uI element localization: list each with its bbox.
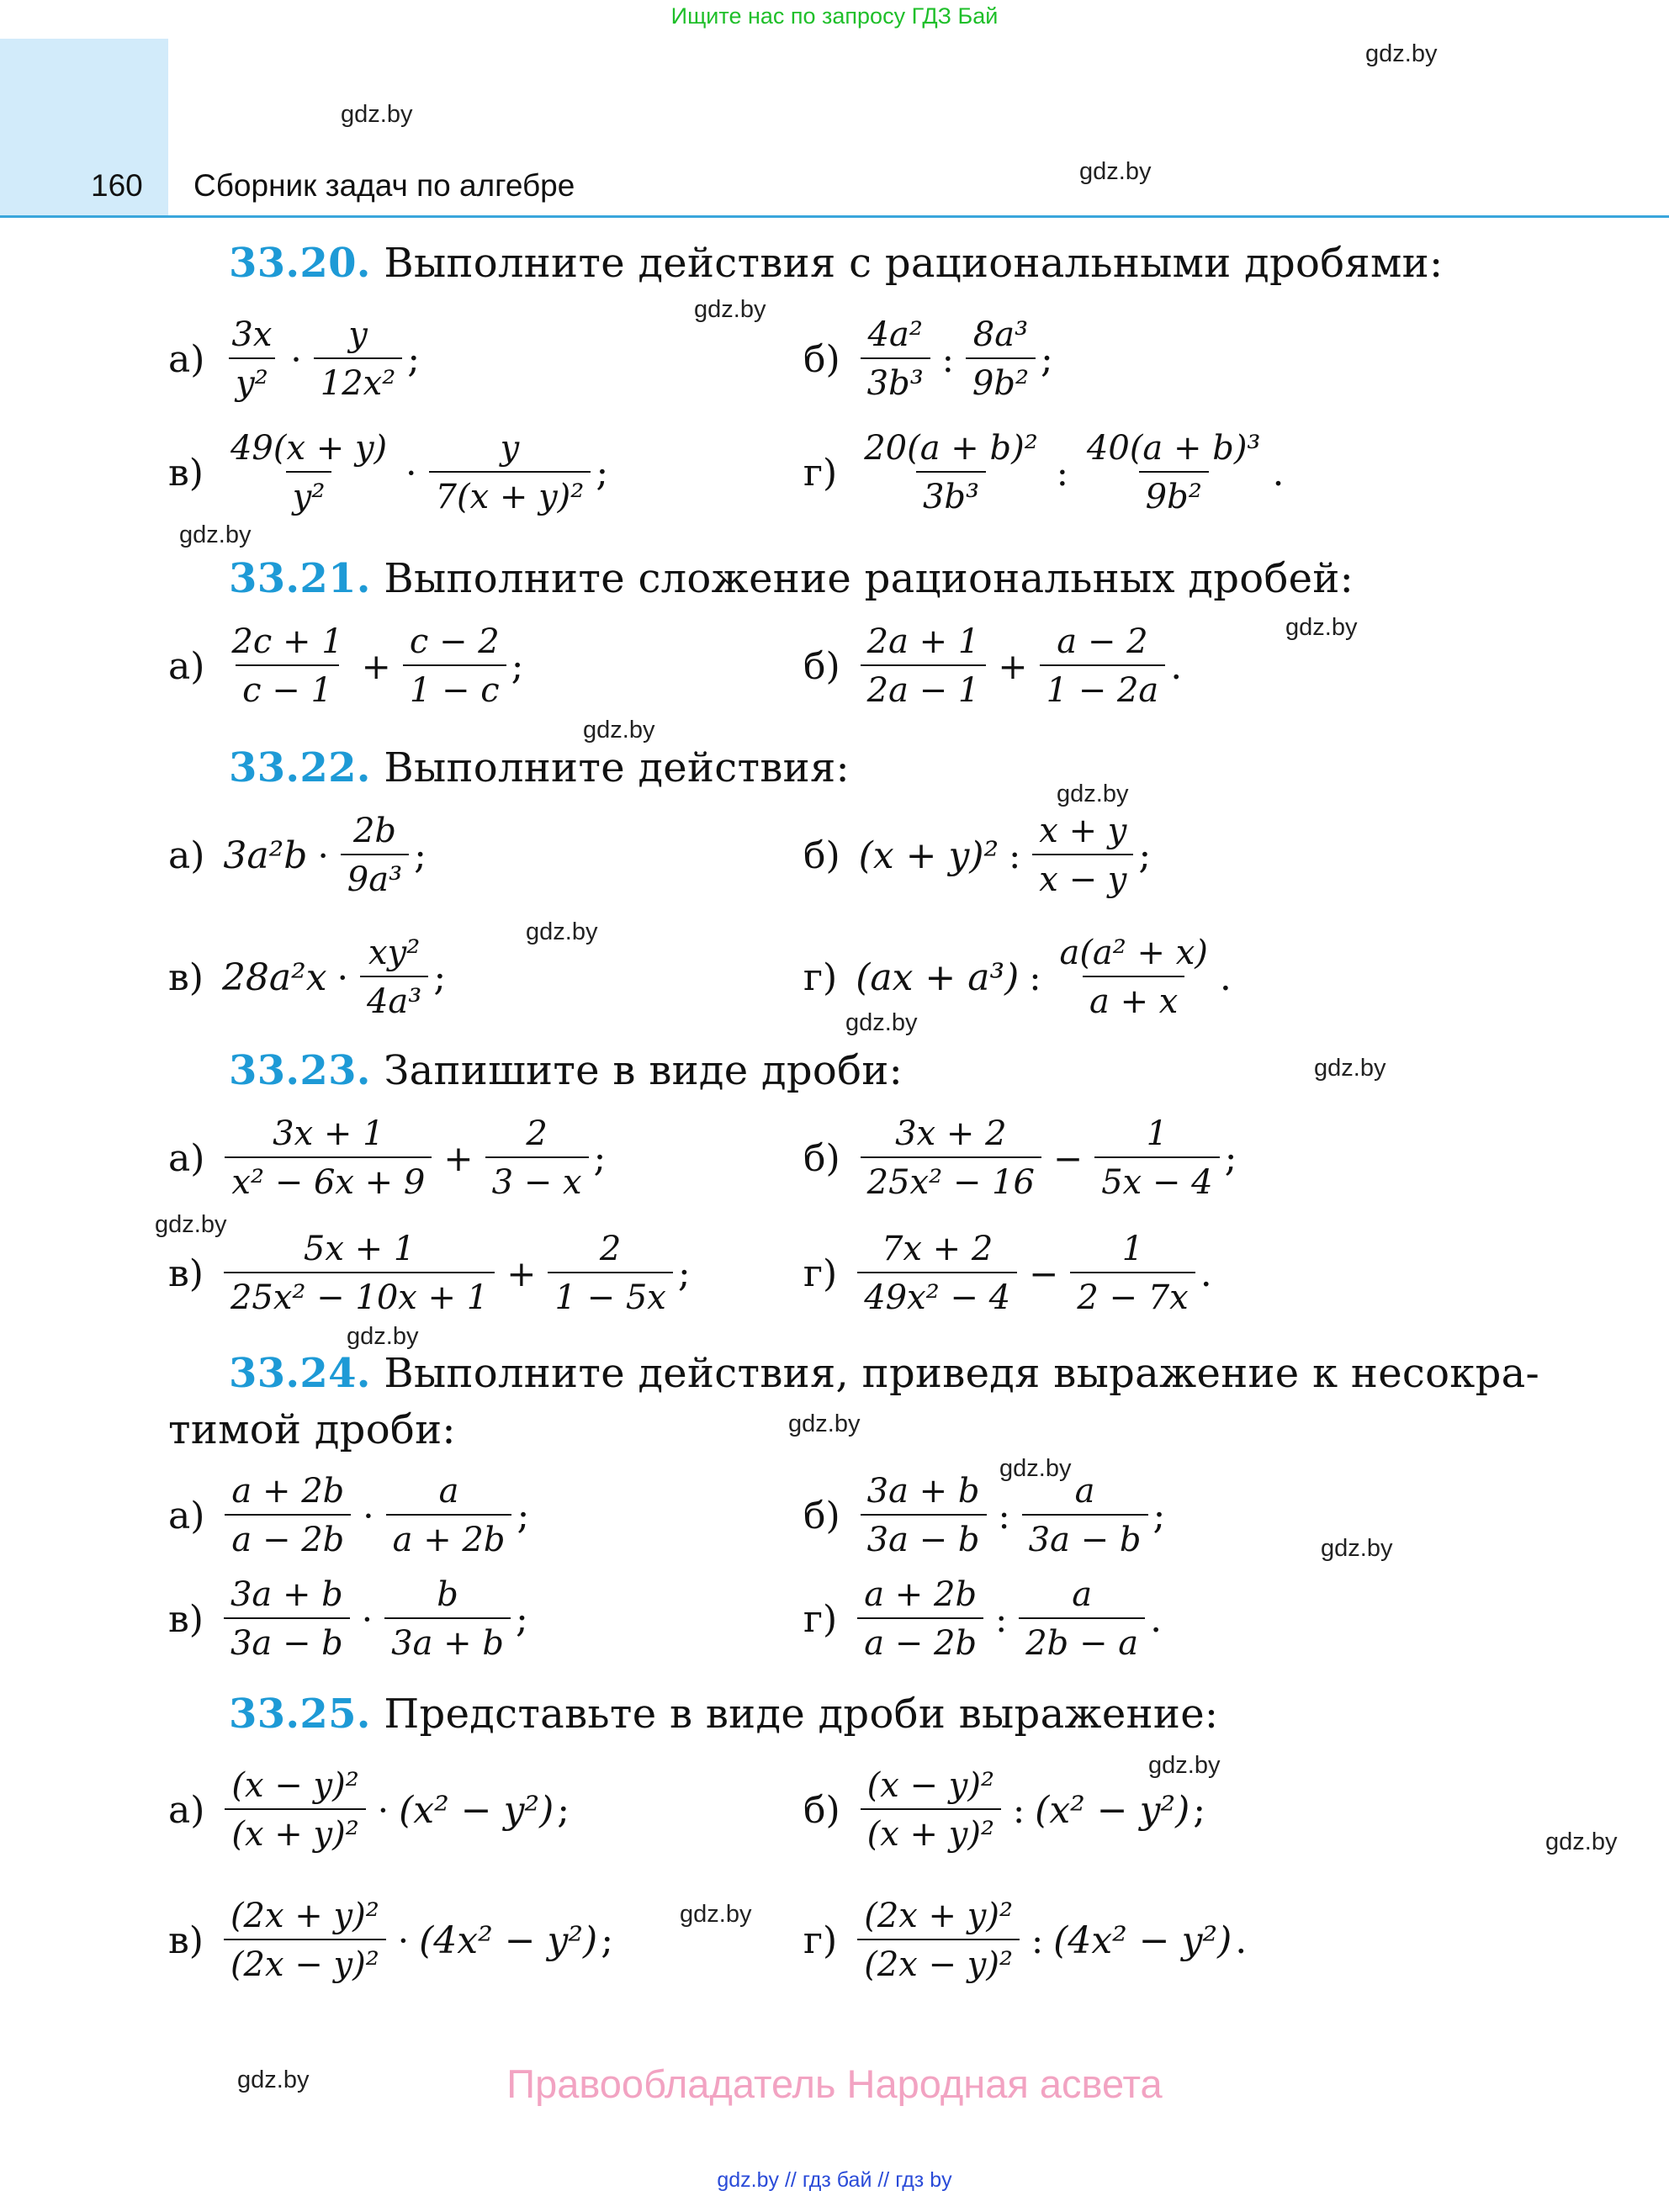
problem-heading-33-24-cont: тимой дроби: [168,1406,456,1453]
problem-heading-33-22: 33.22. Выполните действия: [229,744,850,791]
watermark: gdz.by [341,101,413,128]
watermark: gdz.by [1314,1055,1386,1082]
exercise-33-24-b: б) $\frac{3a + b}{3a - b}$ : $\frac{a}{3a - b}$ ; [803,1472,1166,1559]
exercise-33-24-d: г) $\frac{a + 2b}{a - 2b}$ : $\frac{a}{2b - a}$ . [803,1575,1163,1663]
top-banner[interactable]: Ищите нас по запросу ГДЗ Бай [670,3,999,29]
exercise-33-25-c: в) $\frac{\text{(2x + y)²}}{\text{(2x − y)²}}$ · (4x² − y²) ; [168,1897,614,1984]
copyright-notice: Правообладатель Народная асвета [506,2061,1163,2106]
exercise-33-25-b: б) $\frac{\text{(x − y)²}}{\text{(x + y)²}}$ : (x² − y²) ; [803,1766,1206,1854]
exercise-33-20-a: а) $\frac{3x}{\text{y²}}$ · $\frac{y}{\text{12x²}}$ ; [168,315,421,403]
exercise-33-22-d: г) (ax + a³) : $\frac{\text{a(a² + x)}}{a + x}$ . [803,934,1232,1021]
watermark: gdz.by [179,521,252,548]
watermark: gdz.by [845,1009,918,1036]
watermark: gdz.by [583,717,655,744]
problem-heading-33-21: 33.21. Выполните сложение рациональных дробей: [229,555,1354,602]
watermark: gdz.by [1545,1828,1618,1855]
page-number: 160 [91,168,143,203]
footer-links[interactable]: gdz.by // гдз бай // гдз by [717,2168,952,2192]
watermark: gdz.by [1321,1535,1393,1562]
exercise-33-23-d: г) $\frac{7x + 2}{\text{49x² − 4}}$ − $\frac{1}{2 - 7x}$ . [803,1230,1212,1317]
exercise-33-21-a: а) $\frac{2c + 1}{c - 1}$ + $\frac{c - 2}{1 - c}$ ; [168,622,524,710]
problem-heading-33-20: 33.20. Выполните действия с рациональными дробями: [229,240,1444,287]
watermark: gdz.by [347,1323,419,1350]
watermark: gdz.by [694,296,766,323]
exercise-33-23-c: в) $\frac{5x + 1}{\text{25x² − 10x + 1}}$ + $\frac{2}{1 - 5x}$ ; [168,1230,691,1317]
exercise-33-22-a: а) 3a²b · $\frac{2b}{\text{9a³}}$ ; [168,812,427,899]
watermark: gdz.by [1285,614,1358,641]
header-divider [0,215,1669,218]
watermark: gdz.by [155,1211,227,1238]
exercise-33-24-a: а) $\frac{a + 2b}{a - 2b}$ · $\frac{a}{a + 2b}$ ; [168,1472,530,1559]
page-tab-decoration [0,39,168,217]
watermark: gdz.by [680,1901,752,1928]
watermark: gdz.by [999,1455,1072,1482]
watermark: gdz.by [1365,40,1438,67]
watermark: gdz.by [1057,781,1129,807]
watermark: gdz.by [1148,1752,1221,1779]
exercise-33-22-c: в) 28a²x · $\frac{\text{xy²}}{\text{4a³}}$ ; [168,934,447,1021]
exercise-33-24-c: в) $\frac{3a + b}{3a - b}$ · $\frac{b}{3a + b}$ ; [168,1575,528,1663]
exercise-33-25-d: г) $\frac{\text{(2x + y)²}}{\text{(2x − y)²}}$ : (4x² − y²) . [803,1897,1248,1984]
exercise-33-23-a: а) $\frac{3x + 1}{\text{x² − 6x + 9}}$ + $\frac{2}{3 - x}$ ; [168,1114,607,1202]
exercise-33-20-b: б) $\frac{\text{4a²}}{\text{3b³}}$ : $\frac{\text{8a³}}{\text{9b²}}$ ; [803,315,1053,403]
watermark: gdz.by [1079,158,1152,185]
exercise-33-23-b: б) $\frac{3x + 2}{\text{25x² − 16}}$ − $\frac{1}{5x - 4}$ ; [803,1114,1237,1202]
problem-heading-33-25: 33.25. Представьте в виде дроби выражение: [229,1691,1219,1738]
watermark: gdz.by [788,1410,861,1437]
exercise-33-21-b: б) $\frac{2a + 1}{2a - 1}$ + $\frac{a - 2}{1 - 2a}$ . [803,622,1183,710]
exercise-33-20-d: г) $\frac{\text{20(a + b)²}}{\text{3b³}}$ : $\frac{\text{40(a + b)³}}{\text{9b²}}$ . [803,429,1285,516]
problem-heading-33-23: 33.23. Запишите в виде дроби: [229,1047,903,1094]
watermark: gdz.by [526,918,598,945]
exercise-33-20-c: в) $\frac{49(x + y)}{\text{y²}}$ · $\frac{y}{\text{7(x + y)²}}$ ; [168,429,609,516]
watermark: gdz.by [237,2066,310,2093]
book-title: Сборник задач по алгебре [193,168,575,203]
exercise-33-22-b: б) (x + y)² : $\frac{x + y}{x - y}$ ; [803,812,1152,899]
exercise-33-25-a: а) $\frac{\text{(x − y)²}}{\text{(x + y)²}}$ · (x² − y²) ; [168,1766,570,1854]
problem-heading-33-24: 33.24. Выполните действия, приведя выражение к несокра- [229,1350,1540,1397]
